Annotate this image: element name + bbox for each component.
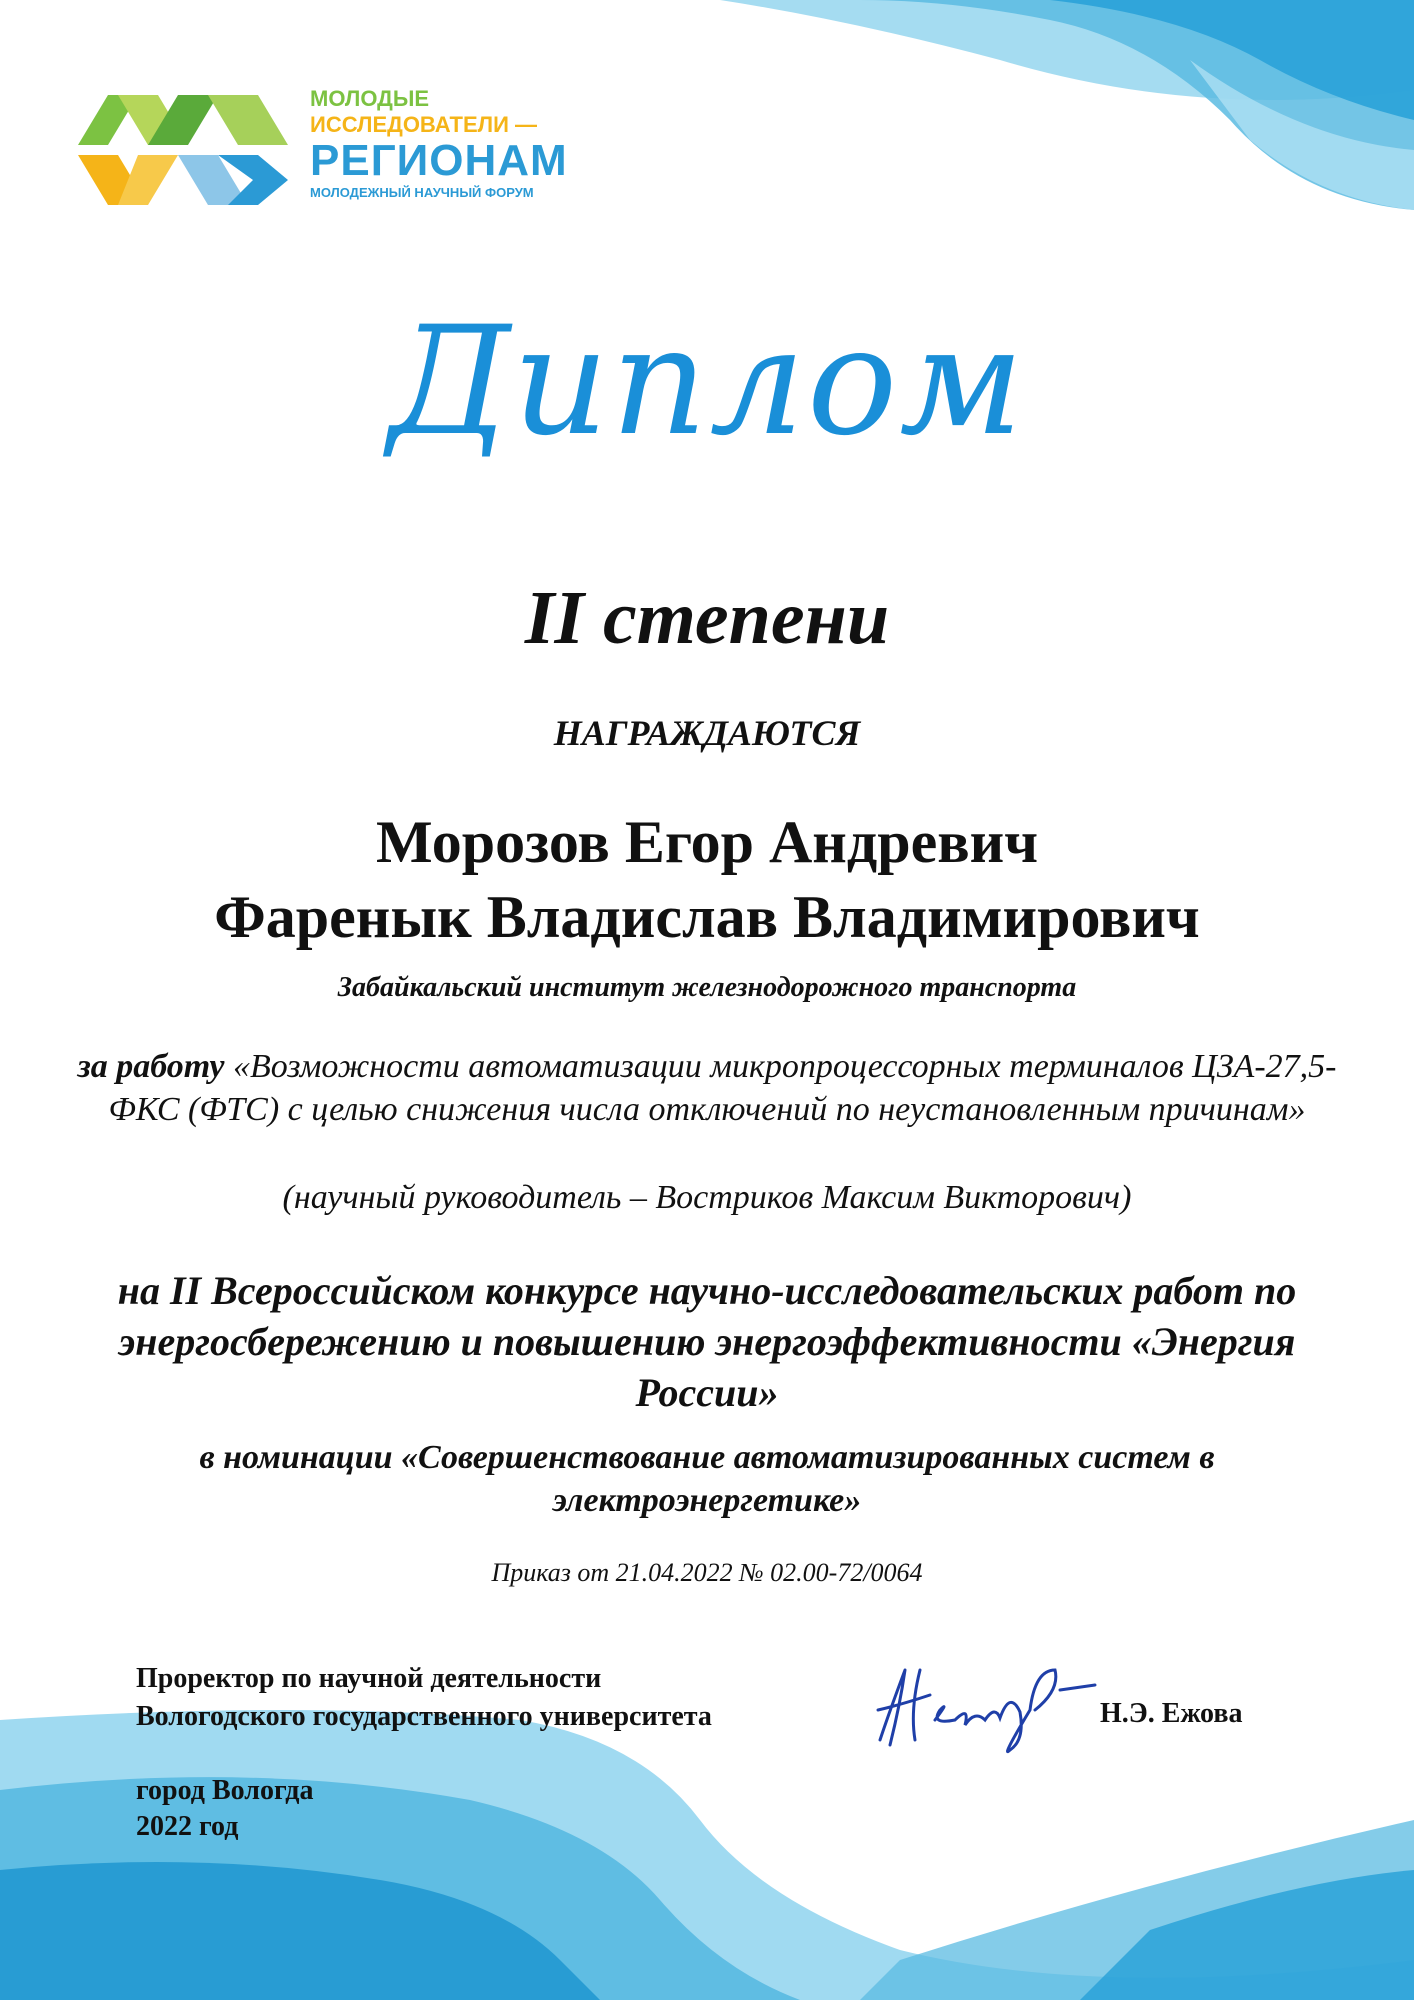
signatory-position — [136, 1660, 712, 1736]
work-prefix: за работу — [77, 1048, 225, 1085]
signatory-name: Н.Э. Ежова — [1100, 1698, 1243, 1729]
logo-line-1: МОЛОДЫЕ — [310, 86, 430, 111]
logo-line-4: МОЛОДЕЖНЫЙ НАУЧНЫЙ ФОРУМ — [310, 185, 534, 200]
city: город Вологда — [136, 1775, 314, 1806]
handwritten-signature — [860, 1650, 1100, 1760]
work-title: «Возможности автоматизации микропроцессорных терминалов ЦЗА-27,5-ФКС (ФТС) с целью снижения числа отключений по неустановленным причинам» — [108, 1048, 1337, 1128]
contest-name: на II Всероссийском конкурсе научно-исследовательских работ по энергосбережению и повышению энергоэффективности «Энергия России» — [117, 1268, 1297, 1415]
logo-text — [310, 86, 568, 202]
awarded-heading: НАГРАЖДАЮТСЯ — [553, 713, 861, 753]
diploma-title: Диплом — [388, 295, 1026, 469]
logo-line-3: РЕГИОНАМ — [310, 136, 568, 185]
year: 2022 год — [136, 1811, 239, 1842]
work-description — [60, 1045, 1354, 1131]
issue-place-date — [136, 1773, 313, 1845]
recipient-name: Фаренык Владислав Владимирович — [214, 884, 1200, 950]
order-reference: Приказ от 21.04.2022 № 02.00-72/0064 — [491, 1558, 923, 1587]
signatory-position-line-2: Вологодского государственного университета — [136, 1701, 712, 1732]
signatory-position-line-1: Проректор по научной деятельности — [136, 1663, 602, 1694]
logo-line-2: ИССЛЕДОВАТЕЛИ — — [310, 112, 537, 137]
supervisor: (научный руководитель – Востриков Максим Викторович) — [282, 1179, 1132, 1216]
recipient-name: Морозов Егор Андревич — [375, 809, 1039, 875]
degree: II степени — [524, 576, 890, 660]
institution: Забайкальский институт железнодорожного транспорта — [337, 972, 1077, 1003]
nomination: в номинации «Совершенствование автоматизированных систем в электроэнергетике» — [199, 1439, 1215, 1519]
